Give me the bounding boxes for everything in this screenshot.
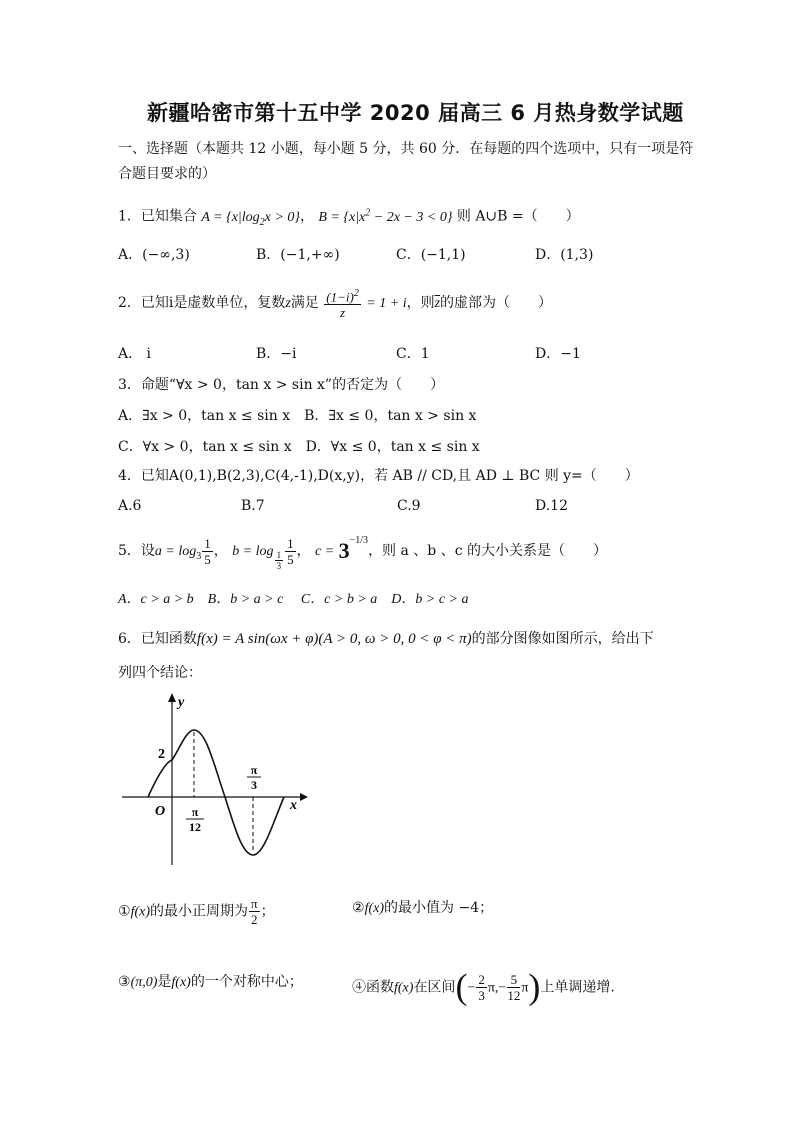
page-title: 新疆哈密市第十五中学 2020 届高三 6 月热身数学试题 — [147, 101, 684, 125]
q5-b-num: 1 — [287, 535, 294, 551]
q5-a-den: 5 — [204, 551, 211, 567]
s4-text: 在区间 — [413, 979, 456, 996]
y-axis-arrow — [168, 693, 176, 702]
q2-stem-mid: 满足 — [290, 295, 319, 312]
q5-c-lhs: c = — [315, 544, 335, 559]
q1-set-a-rest: x > 0} — [264, 209, 300, 225]
q2-option-a: A． i — [118, 346, 152, 362]
origin-label: O — [155, 804, 166, 819]
q4-option-d: D.12 — [535, 498, 568, 514]
q4-option-a: A.6 — [118, 498, 142, 514]
q2-stem-then: ，则 — [406, 295, 435, 312]
x-axis-arrow — [300, 793, 308, 801]
q4-option-b: B.7 — [241, 498, 265, 514]
q1-set-b — [318, 207, 453, 225]
statement-4: ④函数f(x)在区间(− $\frac{2}{3}$ π,− $\frac{5}{12}$ π)上单调递增. — [352, 966, 615, 1007]
q1-option-d: D．(1,3) — [535, 247, 594, 263]
tick-pi-12-den: 12 — [189, 820, 201, 834]
q5-b-base-num: 1 — [276, 550, 282, 560]
s4-prefix: ④函数 — [352, 979, 394, 996]
q6-stem-end: 的部分图像如图所示，给出下 — [471, 631, 654, 647]
q5-a-fraction — [202, 536, 213, 567]
q6-stem-prefix: 6．已知函数 — [118, 631, 197, 647]
statement-2 — [352, 898, 493, 919]
x-axis-label: x — [290, 798, 297, 813]
s4-n2: 5 — [507, 972, 520, 988]
statement-3 — [118, 972, 303, 993]
s4-frac-1 — [476, 972, 487, 1003]
s2-text: 的最小值为 −4； — [384, 900, 494, 916]
question-6-stem — [118, 629, 654, 649]
q2-option-d: D．−1 — [535, 346, 581, 362]
q6-function: f(x) = A sin(ωx + φ)(A > 0, ω > 0, 0 < φ < π) — [196, 631, 472, 647]
q1-option-b: B．(−1,+∞) — [256, 247, 340, 263]
s4-end: 上单调递增. — [540, 979, 615, 996]
q3-options-row1: A．∃x > 0，tan x ≤ sin x B．∃x ≤ 0，tan x > sin x — [118, 408, 477, 424]
s1-end: ； — [260, 903, 275, 920]
s2-func: f(x) — [364, 901, 384, 916]
q6-graph — [118, 690, 318, 870]
q2-stem-prefix: 2．已知i是虚数单位，复数 — [118, 295, 286, 312]
question-1-stem — [118, 203, 580, 232]
tick-pi-12-num: π — [191, 805, 199, 819]
q2-z: z — [285, 296, 291, 312]
question-5-stem: 5．设$a = \log_3$ $\frac{1}{5}$ ， b = log $\frac{1}{3}$ $\frac{1}{5}$ ， $c = 3^{-1/3}$，则 a 、b 、c 的大小关系是（ ） — [118, 535, 608, 571]
q1-option-a: A．(−∞,3) — [118, 247, 190, 263]
q5-b-base — [275, 550, 284, 571]
section-heading-line1: 一、选择题（本题共 12 小题，每小题 5 分，共 60 分．在每题的四个选项中，只有一项是符 — [118, 141, 694, 157]
q1-set-a-sub: 2 — [259, 216, 265, 228]
question-2-stem — [118, 286, 552, 320]
q1-set-b-sup: 2 — [365, 207, 371, 218]
q5-c-exp: −1/3 — [349, 535, 369, 546]
s1-num: π — [251, 896, 258, 911]
q5-stem-end: ，则 a 、b 、c 的大小关系是（ ） — [368, 543, 608, 559]
q1-set-b-rest: − 2x − 3 < 0} — [370, 209, 453, 225]
s1-func: f(x) — [130, 904, 150, 920]
q5-b-den: 5 — [287, 551, 294, 567]
question-3-stem: 3．命题“∀x > 0，tan x > sin x”的否定为（ ） — [118, 377, 445, 393]
q5-options: A．c > a > b B．b > a > c C．c > b > a D．b > c > a — [118, 592, 469, 607]
s4-d2: 12 — [507, 988, 521, 1003]
q1-stem-prefix: 1．已知集合 — [118, 208, 197, 225]
q5-b-fraction — [285, 536, 296, 567]
question-4-stem: 4．已知A(0,1),B(2,3),C(4,-1),D(x,y)，若 AB // CD,且 AD ⊥ BC 则 y=（ ） — [118, 468, 639, 484]
s3-mark: ③ — [118, 974, 131, 990]
q5-b-base-den: 3 — [276, 561, 282, 571]
s4-left-paren: ( — [455, 966, 468, 1007]
q5-b-lhs: b = log — [232, 544, 274, 559]
s4-right-paren: ) — [528, 966, 541, 1007]
q1-set-a-text: A = {x|log — [201, 209, 260, 225]
y-axis-label: y — [178, 695, 185, 710]
q2-option-c: C．1 — [396, 346, 430, 362]
s3-text-b: 的一个对称中心； — [190, 974, 303, 990]
section-heading-line2: 合题目要求的） — [118, 166, 216, 182]
s2-mark: ② — [352, 900, 365, 916]
s1-fraction — [249, 896, 260, 927]
q2-frac-rhs: = 1 + i — [366, 296, 407, 312]
sine-curve — [148, 730, 284, 855]
q2-frac-num-sup: 2 — [353, 288, 359, 299]
tick-pi-3-den: 3 — [251, 778, 257, 792]
q4-option-c: C.9 — [397, 498, 421, 514]
q3-options-row2: C．∀x > 0，tan x ≤ sin x D．∀x ≤ 0，tan x ≤ sin x — [118, 439, 480, 455]
q5-a-num: 1 — [204, 535, 211, 551]
q2-fraction — [324, 286, 361, 320]
q1-set-b-text: B = {x|x — [318, 209, 366, 225]
q1-ask: 则 A∪B =（ ） — [456, 208, 580, 225]
s1-mark: ① — [118, 903, 131, 920]
tick-pi-3-num: π — [250, 763, 258, 777]
s1-den: 2 — [251, 912, 258, 927]
s3-func: f(x) — [171, 975, 191, 990]
s3-point: (π,0) — [130, 975, 158, 990]
s4-d1: 3 — [478, 988, 485, 1003]
s4-n1: 2 — [478, 972, 485, 987]
statement-1 — [118, 896, 275, 927]
q5-c-base: 3 — [338, 538, 350, 563]
s4-func: f(x) — [394, 980, 414, 996]
y-value-label: 2 — [158, 747, 165, 762]
q2-zbar: $\overline{z}$ — [434, 296, 441, 312]
q5-a-lhs: a = log — [154, 544, 197, 559]
q1-sep: ， — [299, 208, 314, 225]
q5-stem-prefix: 5．设 — [118, 543, 155, 559]
q2-stem-end: 的虚部为（ ） — [440, 295, 553, 312]
s3-text-a: 是 — [157, 974, 172, 990]
q2-frac-num: (1−i) — [326, 289, 354, 305]
q5-a-base: 3 — [196, 550, 202, 562]
q6-stem-line2: 列四个结论： — [118, 665, 202, 681]
q2-frac-den: z — [340, 305, 346, 321]
s1-text: 的最小正周期为 — [150, 903, 248, 920]
q1-set-a — [201, 209, 300, 228]
q2-option-b: B．−i — [256, 346, 297, 362]
q1-option-c: C．(−1,1) — [396, 247, 466, 263]
s4-frac-2 — [507, 972, 520, 1003]
